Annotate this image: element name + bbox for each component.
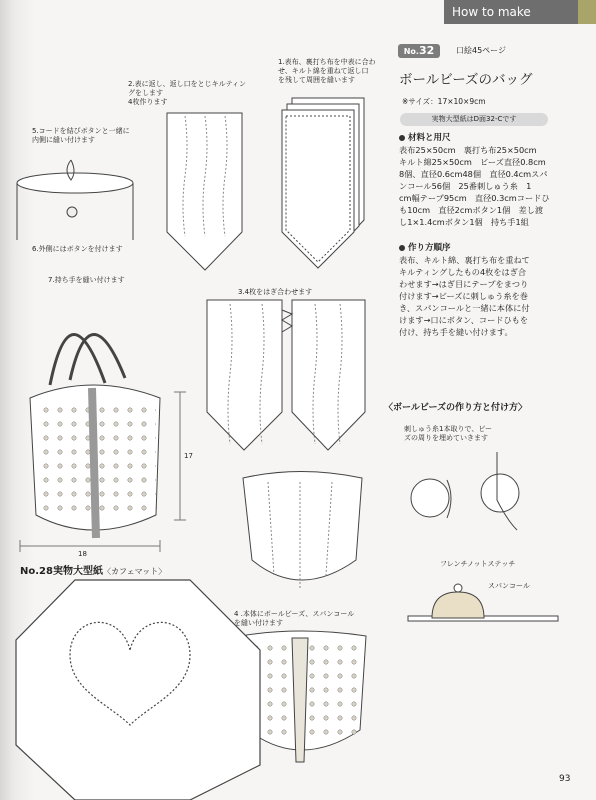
step5-line: 内側に縫い付けます [32, 136, 95, 144]
step4-line: を縫い付けます [234, 619, 283, 627]
full-bag [20, 334, 186, 552]
step4-line: 4 .本体にボールビーズ、スパンコール [234, 610, 355, 618]
frontispiece-caption: 口絵45ページ [456, 46, 507, 55]
materials-list [399, 144, 550, 228]
step2-panel [167, 113, 242, 270]
step1-line: を残して周囲を縫います [278, 76, 355, 84]
materials-line: 8個、直径0.6cm48個 直径0.4cmスパ [399, 169, 548, 179]
step6-label: 6.外側にはボタンを付けます [32, 245, 123, 253]
step5-line: 5.コードを結びボタンと一緒に [32, 127, 130, 135]
coaster-title [20, 562, 166, 577]
steps-heading [399, 241, 451, 253]
step7-label: 7.持ち手を縫い付けます [48, 276, 125, 284]
materials-line: cm幅テープ95cm 直径0.3cmコードひ [399, 193, 550, 203]
steps-line: わせます→はぎ目にテープをまつり [399, 279, 529, 289]
size-note: ※サイズ：17×10×9cm [402, 97, 486, 106]
bullet-dot [399, 135, 405, 141]
french-knot-label: フレンチノットステッチ [440, 560, 516, 568]
bead-section-title: 〈ボールビーズの作り方と付け方〉 [384, 403, 528, 413]
steps-line: 付け、持ち手を縫い付けます。 [399, 327, 513, 337]
pattern-note: 実物大型紙はD面32-Cです [400, 113, 548, 126]
width-dimension: 18 [78, 550, 87, 558]
steps-line: キルティングしたもの4枚をはぎ合 [399, 267, 527, 277]
coaster-pattern [16, 580, 260, 800]
bead-diagrams [408, 452, 558, 621]
step2-line: グをします [128, 89, 163, 97]
steps-list [399, 254, 530, 338]
step1-line: せ、キルト綿を重ねて返し口 [278, 67, 369, 75]
sequin-label: スパンコール [488, 582, 530, 590]
coaster-title-text: No.28実物大型紙 [20, 566, 103, 577]
bead-instruction-line: 刺しゅう糸1本取りで、ビー [404, 425, 493, 433]
steps-line: 付けます→ビーズに刺しゅう糸を巻 [399, 291, 528, 301]
step1-layers [282, 98, 364, 268]
tab-label: How to make [452, 5, 531, 19]
step1-label [278, 58, 376, 85]
bead-instruction-line: ズの周りを埋めていきます [404, 434, 488, 442]
materials-line: キルト綿25×50cm ビーズ直径0.8cm [399, 157, 546, 167]
materials-line: も10cm 直径2cmボタン1個 差し渡 [399, 205, 544, 215]
bead-instruction [404, 425, 492, 443]
step2-line: 4枚作ります [128, 98, 168, 106]
project-title: ボールビーズのバッグ [399, 72, 533, 88]
project-number: 32 [418, 44, 435, 57]
bag-top-detail [17, 160, 133, 240]
step2-line: 2.表に返し、返し口をとじキルティン [128, 80, 247, 88]
materials-line: し1×1.4cmボタン1個 持ち手1組 [399, 217, 529, 227]
step5-label [32, 127, 130, 145]
steps-line: けます→口にボタン、コードひもを [399, 315, 529, 325]
step3-panels [207, 300, 365, 450]
coaster-subtitle: 〈カフェマット〉 [102, 567, 167, 576]
step1-line: 1.表布、裏打ち布を中表に合わ [278, 58, 376, 66]
number-prefix: No. [403, 47, 419, 56]
height-dimension: 17 [184, 452, 193, 460]
page-number: 93 [559, 774, 571, 784]
step2-label [128, 80, 246, 107]
step4-label [234, 610, 354, 628]
materials-line: 表布25×50cm 裏打ち布25×50cm [399, 145, 537, 155]
project-number-badge [398, 44, 440, 58]
steps-line: き、スパンコールと一緒に本体に付 [399, 303, 530, 313]
step3-label: 3.4枚をはぎ合わせます [238, 288, 313, 296]
bullet-dot [399, 245, 405, 251]
materials-heading-text: 材料と用尺 [408, 133, 451, 143]
materials-line: ンコール56個 25番刺しゅう糸 1 [399, 181, 532, 191]
steps-line: 表布、キルト綿、裏打ち布を重ねて [399, 255, 530, 265]
materials-heading [399, 131, 451, 143]
assembled-body [243, 472, 362, 589]
steps-heading-text: 作り方順序 [408, 243, 451, 253]
